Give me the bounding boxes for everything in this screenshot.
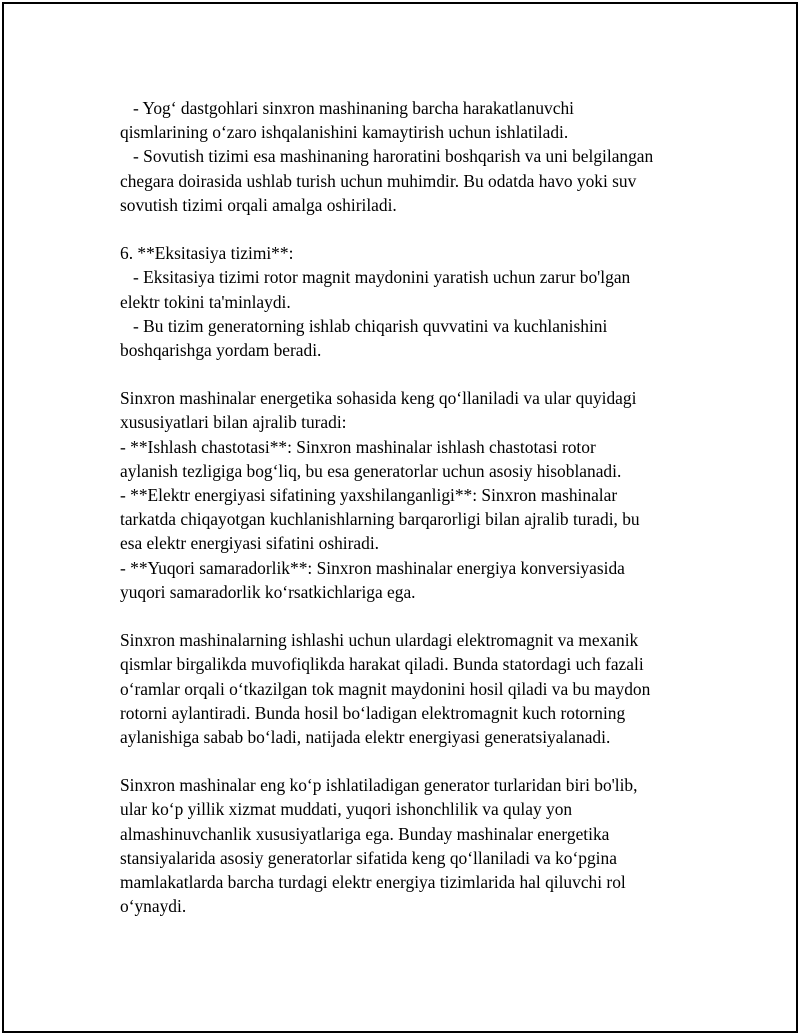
paragraph-conclusion xyxy=(120,773,700,918)
text-line: rotorni aylantiradi. Bunda hosil bo‘ladigan elektromagnit kuch rotorning xyxy=(120,702,626,723)
text-line: chegara doirasida ushlab turish uchun muhimdir. Bu odatda havo yoki suv xyxy=(120,170,637,191)
text-line: boshqarishga yordam beradi. xyxy=(120,339,322,360)
text-line: mamlakatlarda barcha turdagi elektr energiya tizimlarida hal qiluvchi rol xyxy=(120,872,626,892)
text-line: aylanishiga sabab bo‘ladi, natijada elektr energiyasi generatsiyalanadi. xyxy=(120,726,611,747)
paragraph-gap xyxy=(120,217,700,241)
text-line: esa elektr energiyasi sifatini oshiradi. xyxy=(120,533,380,554)
list-item: - **Ishlash chastotasi**: Sinxron mashinalar ishlash chastotasi rotor xyxy=(120,436,596,457)
paragraph-lubrication-cooling xyxy=(120,96,700,217)
text-line: almashinuvchanlik xususiyatlariga ega. Bunday mashinalar energetika xyxy=(120,823,610,844)
text-line: qismlarining o‘zaro ishqalanishini kamaytirish uchun ishlatiladi. xyxy=(120,122,569,143)
text-line: aylanish tezligiga bog‘liq, bu esa generatorlar uchun asosiy hisoblanadi. xyxy=(120,460,622,481)
text-line: stansiyalarida asosiy generatorlar sifatida keng qo‘llaniladi va ko‘pgina xyxy=(120,847,617,868)
document-body xyxy=(120,96,700,918)
paragraph-gap xyxy=(120,362,700,386)
text-line: tarkatda chiqayotgan kuchlanishlarning barqarorligi bilan ajralib turadi, bu xyxy=(120,509,640,530)
text-line: sovutish tizimi orqali amalga oshiriladi. xyxy=(120,194,397,215)
text-line: - Bu tizim generatorning ishlab chiqarish quvvatini va kuchlanishini xyxy=(120,315,608,336)
text-line: - Yog‘ dastgohlari sinxron mashinaning barcha harakatlanuvchi xyxy=(120,98,574,118)
paragraph-features xyxy=(120,386,700,604)
text-line: Sinxron mashinalar energetika sohasida keng qo‘llaniladi va ular quyidagi xyxy=(120,388,637,409)
section-heading: 6. **Eksitasiya tizimi**: xyxy=(120,243,294,264)
text-line: - Eksitasiya tizimi rotor magnit maydonini yaratish uchun zarur bo'lgan xyxy=(120,267,631,288)
text-line: qismlar birgalikda muvofiqlikda harakat qiladi. Bunda statordagi uch fazali xyxy=(120,654,644,675)
text-line: elektr tokini ta'minlaydi. xyxy=(120,291,291,312)
list-item: - **Yuqori samaradorlik**: Sinxron mashinalar energiya konversiyasida xyxy=(120,557,625,578)
paragraph-gap xyxy=(120,749,700,773)
text-line: Sinxron mashinalarning ishlashi uchun ulardagi elektromagnit va mexanik xyxy=(120,630,639,651)
text-line: Sinxron mashinalar eng ko‘p ishlatiladigan generator turlaridan biri bo'lib, xyxy=(120,775,638,796)
text-line: xususiyatlari bilan ajralib turadi: xyxy=(120,412,347,433)
text-line: o‘ramlar orqali o‘tkazilgan tok magnit maydonini hosil qiladi va bu maydon xyxy=(120,678,651,699)
text-line: ular ko‘p yillik xizmat muddati, yuqori ishonchlilik va qulay yon xyxy=(120,799,573,820)
document-page xyxy=(2,2,798,1033)
paragraph-gap xyxy=(120,604,700,628)
text-line: o‘ynaydi. xyxy=(120,896,187,917)
list-item: - **Elektr energiyasi sifatining yaxshilanganligi**: Sinxron mashinalar xyxy=(120,485,618,505)
paragraph-operation xyxy=(120,628,700,749)
paragraph-excitation-system xyxy=(120,241,700,362)
text-line: yuqori samaradorlik ko‘rsatkichlariga ega. xyxy=(120,581,416,602)
text-line: - Sovutish tizimi esa mashinaning haroratini boshqarish va uni belgilangan xyxy=(120,146,654,167)
